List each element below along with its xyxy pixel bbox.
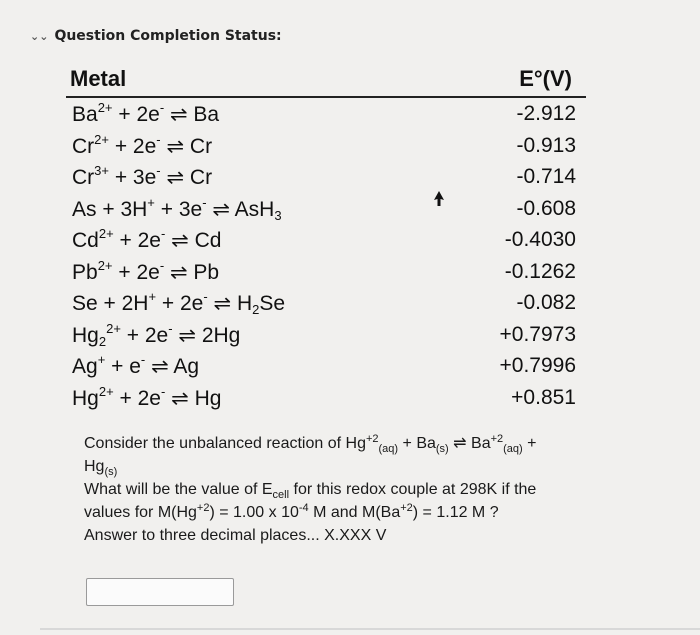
table-row — [66, 350, 586, 382]
reaction: $Ba^{2+} + 2e^-$ ⇌ Ba — [72, 100, 220, 126]
divider — [40, 628, 700, 630]
potential-value: -0.082 — [516, 291, 576, 314]
potential-value: -0.714 — [516, 165, 576, 188]
table-row — [66, 130, 586, 162]
potential-value: -0.4030 — [504, 228, 576, 251]
table-row — [66, 382, 586, 414]
table-row — [66, 161, 586, 193]
reaction: $Hg_2^{2+} + 2e^-$ ⇌ 2Hg — [72, 320, 241, 349]
potential-value: -0.913 — [516, 133, 576, 157]
question-text — [84, 432, 664, 547]
reaction: $Cr^{2+} + 2e^-$ ⇌ Cr — [72, 131, 213, 158]
question-status-header[interactable] — [30, 28, 282, 44]
question-line-4: values for $M(Hg^{+2}) = 1.00$ x $10^{-4}$ M and $M(Ba^{+2}) = 1.12$ M ? — [84, 502, 499, 521]
table-row — [66, 98, 586, 130]
question-line-1: Consider the unbalanced reaction of $Hg^{+2}_{(aq)} + Ba_{(s)}$ ⇌ $Ba^{+2}_{(aq)}$ + — [84, 433, 537, 455]
potential-value: +0.7973 — [499, 322, 576, 346]
reaction: $Cd^{2+} + 2e^-$ ⇌ Cd — [72, 226, 222, 252]
chevron-double-down-icon[interactable]: ⌄⌄ — [30, 29, 49, 43]
potential-value: -0.608 — [516, 196, 576, 220]
reaction: Se + 2H+ + 2e- ⇌ $H_2Se$ — [72, 289, 286, 317]
potential-value: +0.7996 — [499, 354, 576, 377]
question-line-5: Answer to three decimal places... X.XXX V — [84, 527, 387, 544]
potential-value: -2.912 — [516, 102, 576, 125]
header-title: Question Completion Status: — [54, 28, 282, 44]
table-row — [66, 287, 586, 319]
potential-value: +0.851 — [511, 385, 576, 409]
table-header — [66, 60, 586, 98]
table-row — [66, 319, 586, 351]
table-row — [66, 224, 586, 256]
reaction: As + 3H+ + 3e- ⇌ AsH$_3$ — [72, 194, 282, 223]
table-row — [66, 256, 586, 288]
mouse-cursor-icon — [432, 190, 446, 208]
reaction: $Cr^{3+} + 3e^-$ ⇌ Cr — [72, 163, 213, 189]
reduction-potential-table — [66, 60, 586, 413]
col-e-header: E°(V) — [519, 66, 572, 91]
answer-input[interactable] — [86, 578, 234, 606]
reaction: $Hg^{2+} + 2e^-$ ⇌ Hg — [72, 383, 222, 410]
reaction: Ag+ + e- ⇌ Ag — [72, 352, 200, 378]
potential-value: -0.1262 — [504, 259, 576, 283]
question-line-2: $Hg_{(s)}$ — [84, 458, 118, 478]
table-row — [66, 193, 586, 225]
col-metal-header: Metal — [70, 66, 127, 91]
question-line-3: What will be the value of $E_{cell}$ for this redox couple at 298K if the — [84, 481, 537, 501]
reaction: $Pb^{2+} + 2e^-$ ⇌ Pb — [72, 257, 220, 284]
